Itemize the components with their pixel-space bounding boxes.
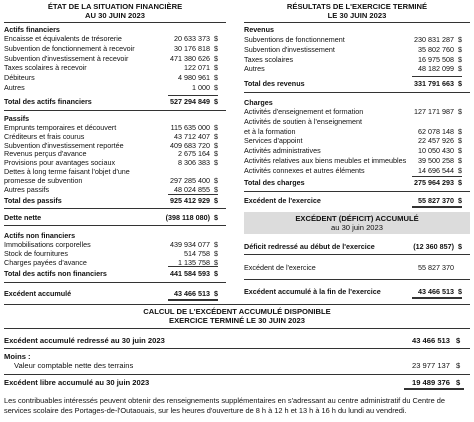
divider bbox=[244, 254, 470, 255]
results-title: RÉSULTATS DE L'EXERCICE TERMINÉ bbox=[286, 2, 428, 11]
valeur-terrains-value: 23 977 137 bbox=[411, 361, 450, 370]
revenu-label: Subvention d'investissement bbox=[244, 44, 335, 54]
charge-value: 10 050 430 bbox=[418, 146, 454, 156]
divider bbox=[4, 348, 470, 349]
excedent-libre-value: 19 489 376 bbox=[411, 378, 450, 387]
actif-non-financier-value: 439 934 077 bbox=[170, 240, 210, 249]
actif-non-financier-label: Immobilisations corporelles bbox=[4, 240, 91, 249]
actif-non-financier-value: 1 135 758 bbox=[178, 257, 210, 267]
divider bbox=[244, 22, 470, 23]
currency-symbol: $ bbox=[214, 289, 218, 298]
actif-financier-value: 471 380 626 bbox=[170, 53, 210, 63]
subtotal-rule bbox=[168, 194, 218, 195]
divider bbox=[4, 208, 226, 209]
currency-symbol: $ bbox=[214, 43, 218, 53]
charge-label: Activités d'enseignement et formation bbox=[244, 107, 364, 116]
actif-financier-value: 4 980 961 bbox=[178, 73, 210, 83]
excedent-exercice-2-label: Excédent de l'exercice bbox=[244, 263, 316, 272]
currency-symbol: $ bbox=[458, 156, 462, 165]
deficit-debut-value: (12 360 857) bbox=[413, 242, 454, 251]
passif-label: Provisions pour avantages sociaux bbox=[4, 158, 116, 168]
charge-value: 39 500 258 bbox=[418, 156, 454, 165]
currency-symbol: $ bbox=[458, 146, 462, 156]
currency-symbol: $ bbox=[458, 287, 462, 296]
excedent-fin-label: Excédent accumulé à la fin de l'exercice bbox=[244, 287, 381, 296]
excedent-exercice-label: Excédent de l'exercice bbox=[244, 196, 321, 205]
currency-symbol: $ bbox=[458, 35, 462, 44]
section-heading-charges: Charges bbox=[244, 98, 273, 107]
divider bbox=[244, 191, 470, 192]
available-surplus-date: EXERCICE TERMINÉ LE 30 JUIN 2023 bbox=[169, 316, 305, 325]
currency-symbol: $ bbox=[214, 63, 218, 73]
financial-position-title: ÉTAT DE LA SITUATION FINANCIÈRE bbox=[47, 2, 183, 11]
excedent-exercice-2-value: 55 827 370 bbox=[418, 263, 454, 272]
currency-symbol: $ bbox=[458, 64, 462, 74]
currency-symbol: $ bbox=[214, 97, 218, 106]
revenu-label: Autres bbox=[244, 64, 265, 74]
excedent-libre-label: Excédent libre accumulé au 30 juin 2023 bbox=[4, 378, 150, 387]
excedent-fin-value: 43 466 513 bbox=[418, 287, 454, 296]
contact-note: Les contribuables intéressés peuvent obtenir des renseignements supplémentaires en s'adressant au centre administratif du Centre de services scolaire des Portages-de-l'Outaouais, sur les heures d'ouverture de 8 h à 12 h et 13 h à 16 h du lundi au vendredi. bbox=[4, 396, 445, 415]
revenu-label: Subventions de fonctionnement bbox=[244, 35, 345, 44]
currency-symbol: $ bbox=[214, 73, 218, 83]
financial-position-date: AU 30 JUIN 2023 bbox=[85, 11, 145, 20]
total-revenus-value: 331 791 663 bbox=[414, 79, 454, 88]
divider bbox=[4, 110, 226, 111]
currency-symbol: $ bbox=[458, 79, 462, 88]
dette-nette-label: Dette nette bbox=[4, 213, 42, 222]
currency-symbol: $ bbox=[214, 158, 218, 168]
subtotal-rule bbox=[412, 176, 462, 177]
actif-financier-value: 30 176 818 bbox=[174, 43, 210, 53]
currency-symbol: $ bbox=[458, 107, 462, 116]
revenu-value: 48 182 099 bbox=[418, 64, 454, 74]
currency-symbol: $ bbox=[214, 53, 218, 63]
subtotal-rule bbox=[168, 266, 218, 267]
subtotal-rule bbox=[412, 76, 462, 77]
passif-label: Emprunts temporaires et découvert bbox=[4, 123, 117, 132]
double-rule bbox=[168, 299, 218, 301]
passif-label: promesse de subvention bbox=[4, 175, 83, 185]
currency-symbol: $ bbox=[458, 196, 462, 205]
total-actifs-non-financiers-value: 441 584 593 bbox=[170, 269, 210, 278]
charge-value: 14 696 544 bbox=[418, 165, 454, 175]
currency-symbol: $ bbox=[458, 136, 462, 146]
charge-value: 62 078 148 bbox=[418, 126, 454, 136]
currency-symbol: $ bbox=[458, 44, 462, 54]
divider bbox=[4, 304, 470, 305]
currency-symbol: $ bbox=[458, 178, 462, 187]
passif-label: Autres passifs bbox=[4, 184, 50, 194]
actif-financier-label: Débiteurs bbox=[4, 73, 35, 83]
divider bbox=[4, 22, 226, 23]
currency-symbol: $ bbox=[456, 378, 461, 387]
total-passifs-label: Total des passifs bbox=[4, 196, 62, 205]
total-charges-label: Total des charges bbox=[244, 178, 305, 187]
results-date: LE 30 JUIN 2023 bbox=[327, 11, 387, 20]
revenu-value: 16 975 508 bbox=[418, 54, 454, 64]
section-heading-actifs-financiers: Actifs financiers bbox=[4, 25, 60, 34]
passif-label: Créditeurs et frais courus bbox=[4, 131, 85, 141]
currency-symbol: $ bbox=[214, 196, 218, 205]
currency-symbol: $ bbox=[458, 242, 462, 251]
currency-symbol: $ bbox=[214, 140, 218, 150]
total-actifs-non-financiers-label: Total des actifs non financiers bbox=[4, 269, 107, 278]
divider bbox=[4, 374, 470, 375]
currency-symbol: $ bbox=[456, 361, 461, 370]
excedent-redresse-value: 43 466 513 bbox=[411, 336, 450, 345]
deficit-debut-label: Déficit redressé au début de l'exercice bbox=[244, 242, 375, 251]
currency-symbol: $ bbox=[458, 126, 462, 136]
actif-financier-value: 1 000 bbox=[192, 83, 210, 92]
revenu-label: Taxes scolaires bbox=[244, 54, 294, 64]
actif-financier-label: Encaisse et équivalents de trésorerie bbox=[4, 34, 122, 43]
excedent-accumule-label: Excédent accumulé bbox=[4, 289, 72, 298]
revenu-value: 35 802 760 bbox=[418, 44, 454, 54]
passif-value: 2 675 164 bbox=[178, 149, 210, 159]
currency-symbol: $ bbox=[458, 165, 462, 175]
currency-symbol: $ bbox=[214, 257, 218, 267]
passif-value: 297 285 400 bbox=[170, 175, 210, 185]
actif-financier-label: Subvention de fonctionnement à recevoir bbox=[4, 43, 135, 53]
valeur-terrains-label: Valeur comptable nette des terrains bbox=[14, 361, 134, 370]
actif-financier-value: 122 071 bbox=[184, 63, 210, 73]
actif-non-financier-value: 514 758 bbox=[184, 248, 210, 258]
passif-value: 8 306 383 bbox=[178, 158, 210, 168]
total-passifs-value: 925 412 929 bbox=[170, 196, 210, 205]
actif-financier-label: Taxes scolaires à recevoir bbox=[4, 63, 87, 73]
currency-symbol: $ bbox=[214, 175, 218, 185]
available-surplus-title: CALCUL DE L'EXCÉDENT ACCUMULÉ DISPONIBLE bbox=[143, 307, 331, 316]
currency-symbol: $ bbox=[214, 149, 218, 159]
passif-label: Subvention d'investissement reportée bbox=[4, 140, 124, 150]
section-heading-revenus: Revenus bbox=[244, 25, 274, 34]
accumulated-surplus-date: au 30 juin 2023 bbox=[331, 223, 383, 232]
double-rule bbox=[412, 206, 462, 208]
passif-label: Dettes à long terme faisant l'objet d'une bbox=[4, 167, 130, 176]
currency-symbol: $ bbox=[456, 336, 461, 345]
section-heading-actifs-non-financiers: Actifs non financiers bbox=[4, 231, 76, 240]
divider bbox=[244, 279, 470, 280]
currency-symbol: $ bbox=[458, 54, 462, 64]
double-rule bbox=[412, 297, 462, 299]
charge-label: Activités de soutien à l'enseignement bbox=[244, 116, 363, 126]
currency-symbol: $ bbox=[214, 83, 218, 92]
divider bbox=[4, 328, 470, 329]
charge-value: 127 171 987 bbox=[414, 107, 454, 116]
total-revenus-label: Total des revenus bbox=[244, 79, 305, 88]
total-charges-value: 275 964 293 bbox=[414, 178, 454, 187]
charge-value: 22 457 926 bbox=[418, 136, 454, 146]
actif-financier-label: Subvention d'investissement à recevoir bbox=[4, 53, 129, 63]
passif-label: Revenus perçus d'avance bbox=[4, 149, 87, 159]
divider bbox=[4, 282, 226, 283]
passif-value: 409 683 720 bbox=[170, 140, 210, 150]
currency-symbol: $ bbox=[214, 213, 218, 222]
actif-financier-value: 20 633 373 bbox=[174, 34, 210, 43]
currency-symbol: $ bbox=[214, 240, 218, 249]
currency-symbol: $ bbox=[214, 131, 218, 141]
actif-non-financier-label: Charges payées d'avance bbox=[4, 257, 87, 267]
accumulated-surplus-title: EXCÉDENT (DÉFICIT) ACCUMULÉ bbox=[295, 214, 419, 223]
currency-symbol: $ bbox=[214, 269, 218, 278]
currency-symbol: $ bbox=[214, 123, 218, 132]
section-heading-passifs: Passifs bbox=[4, 114, 30, 123]
passif-value: 48 024 855 bbox=[174, 184, 210, 194]
total-actifs-financiers-value: 527 294 849 bbox=[170, 97, 210, 106]
total-actifs-financiers-label: Total des actifs financiers bbox=[4, 97, 92, 106]
currency-symbol: $ bbox=[214, 34, 218, 43]
excedent-accumule-value: 43 466 513 bbox=[174, 289, 210, 298]
charge-label: Activités administratives bbox=[244, 146, 321, 156]
passif-value: 115 635 000 bbox=[170, 123, 210, 132]
moins-label: Moins : bbox=[4, 352, 31, 361]
subtotal-rule bbox=[168, 95, 218, 96]
revenu-value: 230 831 287 bbox=[414, 35, 454, 44]
actif-non-financier-label: Stock de fournitures bbox=[4, 248, 68, 258]
charge-label: Activités relatives aux biens meubles et immeubles bbox=[244, 156, 407, 165]
divider bbox=[4, 225, 226, 226]
actif-financier-label: Autres bbox=[4, 83, 25, 92]
charge-label: Activités connexes et autres éléments bbox=[244, 165, 365, 175]
charge-label: et à la formation bbox=[244, 126, 296, 136]
divider bbox=[244, 92, 470, 93]
passif-value: 43 712 407 bbox=[174, 131, 210, 141]
charge-label: Services d'appoint bbox=[244, 136, 303, 146]
currency-symbol: $ bbox=[214, 184, 218, 194]
currency-symbol: $ bbox=[214, 248, 218, 258]
excedent-exercice-value: 55 827 370 bbox=[418, 196, 454, 205]
excedent-redresse-label: Excédent accumulé redressé au 30 juin 2023 bbox=[4, 336, 165, 345]
dette-nette-value: (398 118 080) bbox=[165, 213, 210, 222]
double-rule bbox=[404, 388, 464, 390]
